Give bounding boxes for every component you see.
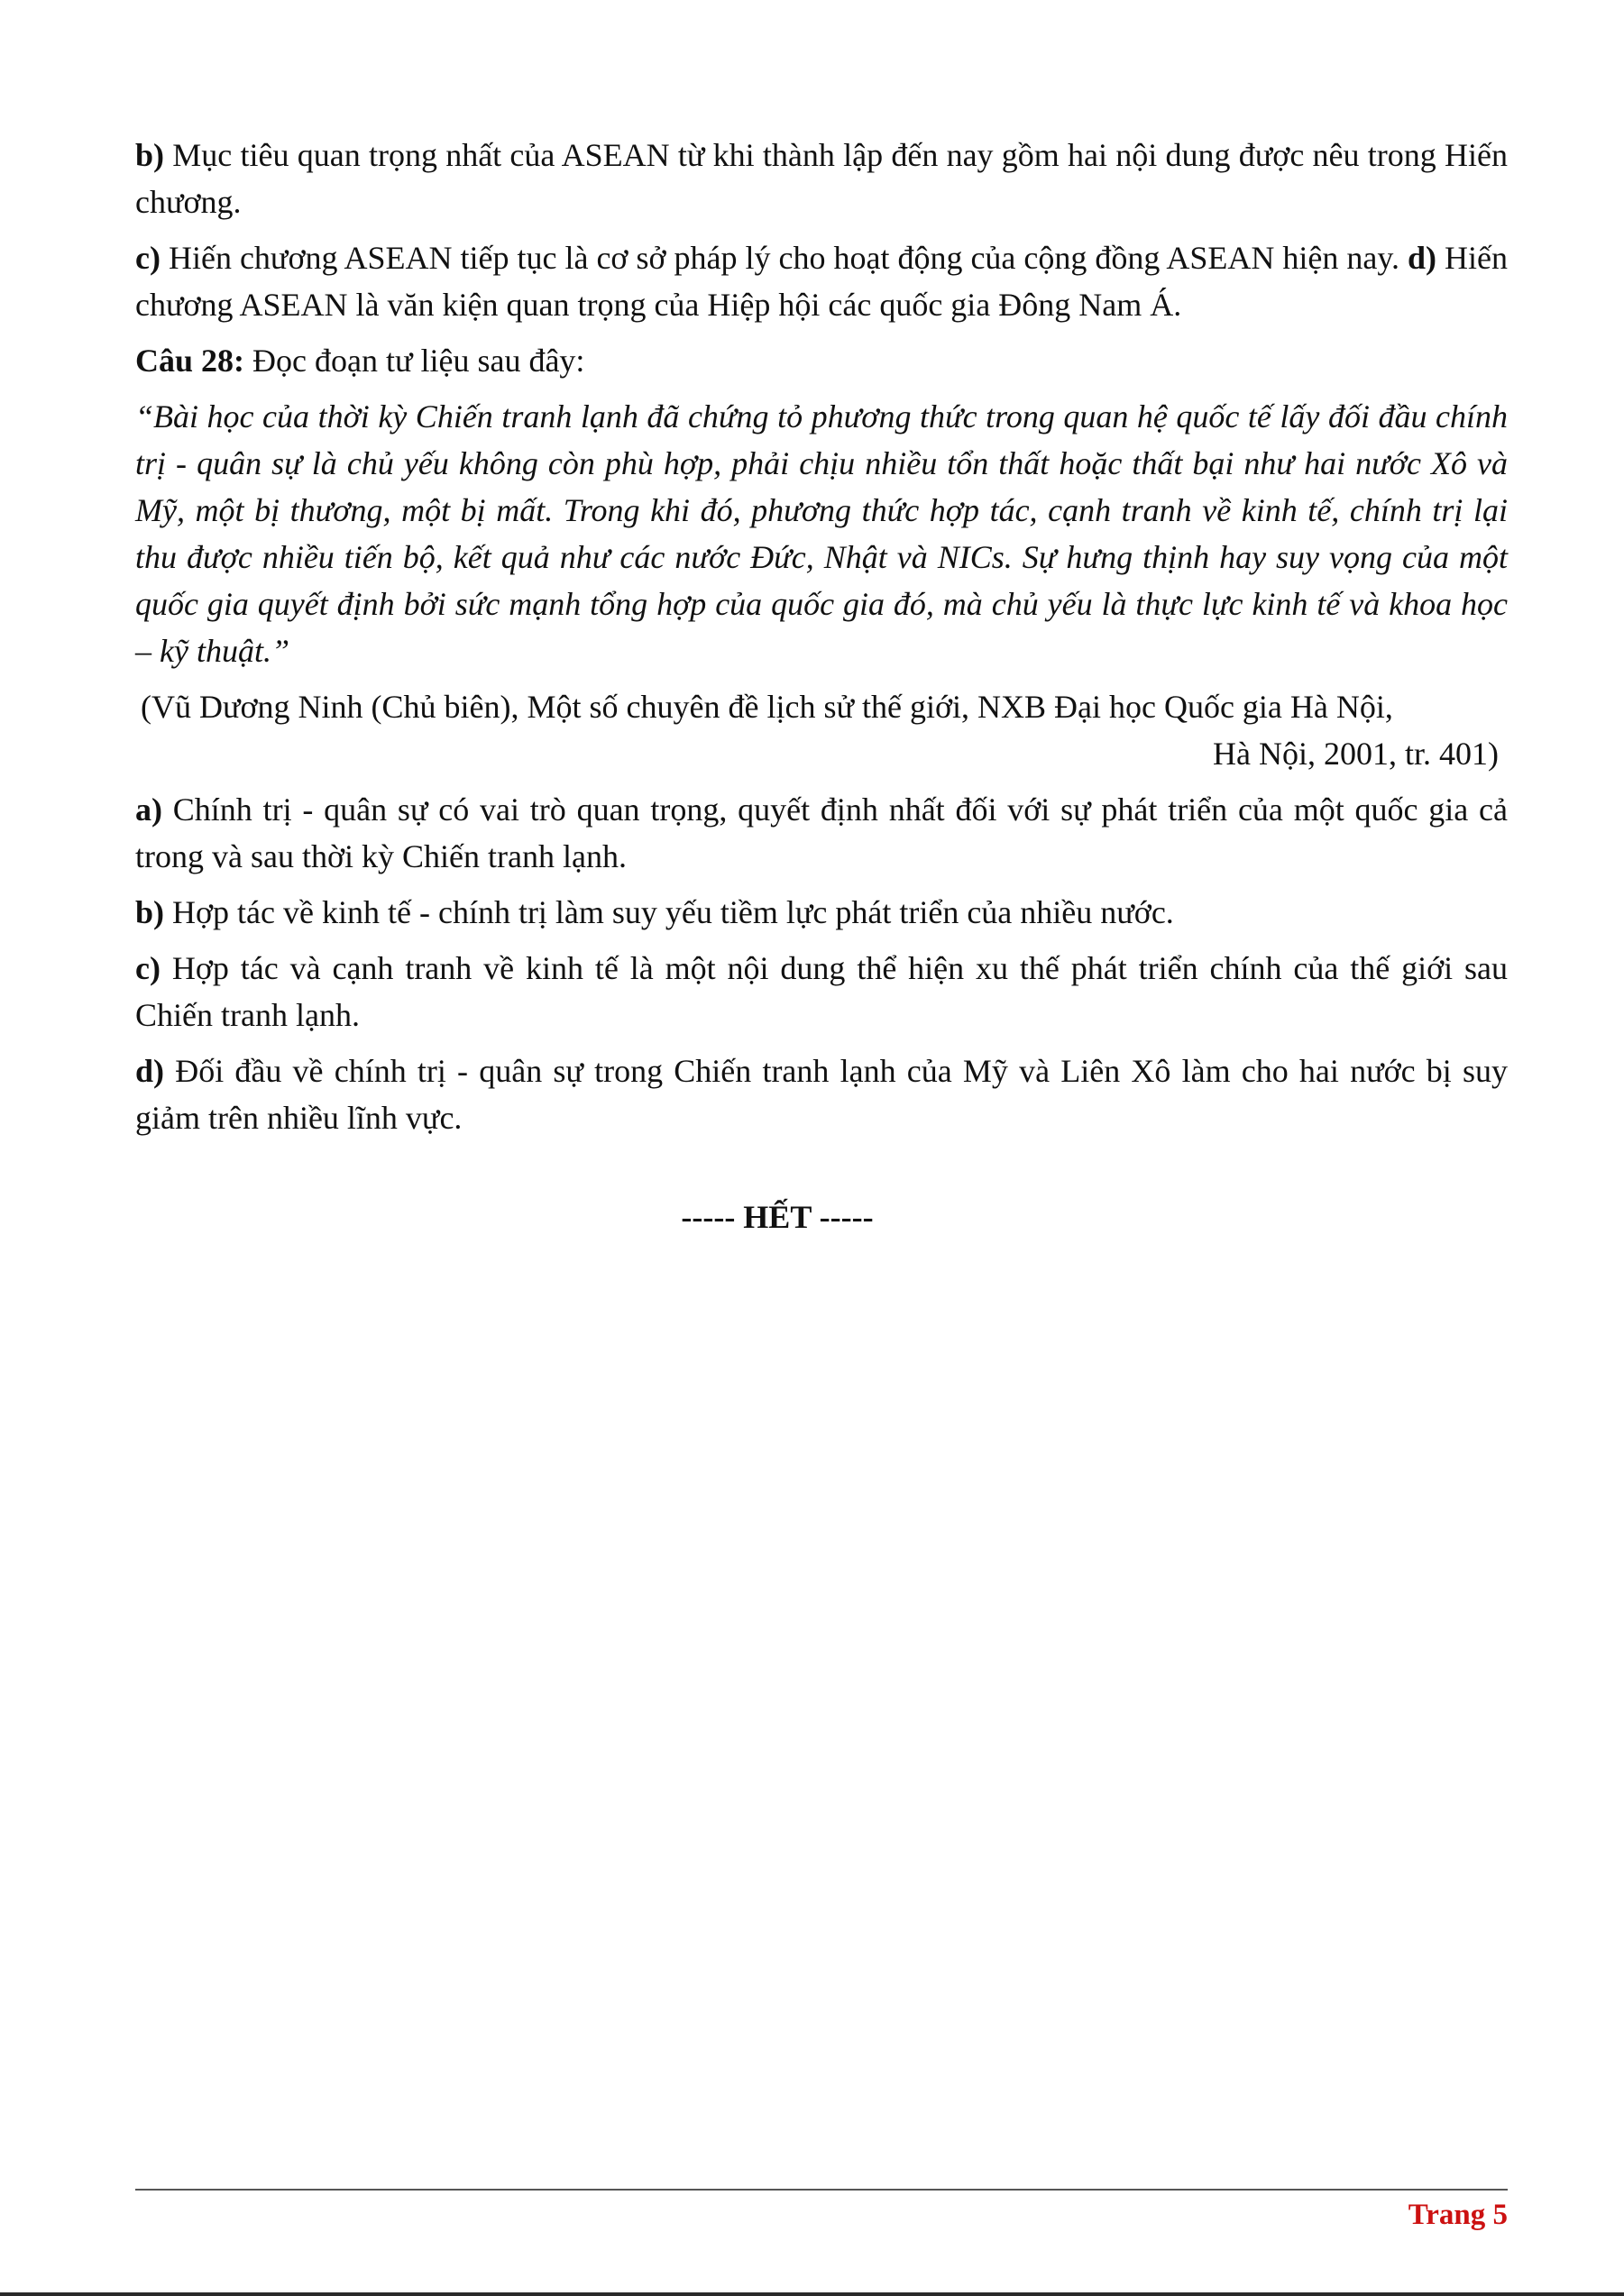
source-citation xyxy=(135,683,1508,777)
statement-label: b) xyxy=(135,894,165,930)
statement-text: Hiến chương ASEAN là văn kiện quan trọng của Hiệp hội các quốc gia Đông Nam Á. xyxy=(135,240,1509,323)
statement-label: d) xyxy=(1408,240,1437,276)
question-heading xyxy=(135,337,1508,384)
statement-text: Mục tiêu quan trọng nhất của ASEAN từ khi thành lập đến nay gồm hai nội dung được nêu trong Hiến chương. xyxy=(135,137,1508,220)
statement-text: Chính trị - quân sự có vai trò quan trọng, quyết định nhất đối với sự phát triển của một quốc gia cả trong và sau thời kỳ Chiến tranh lạnh. xyxy=(135,791,1508,874)
end-mark: ----- HẾT ----- xyxy=(681,1199,874,1235)
question-label: Câu 28: xyxy=(135,343,245,379)
page-bottom-edge xyxy=(0,2292,1624,2296)
citation-line-2: Hà Nội, 2001, tr. 401) xyxy=(1213,736,1499,772)
statement-label: c) xyxy=(135,950,161,986)
statement-label: d) xyxy=(135,1053,165,1089)
statement-label: c) xyxy=(135,240,161,276)
statement-b xyxy=(135,889,1508,936)
statement-text: Đối đầu về chính trị - quân sự trong Chiến tranh lạnh của Mỹ và Liên Xô làm cho hai nước bị suy giảm trên nhiều lĩnh vực. xyxy=(135,1053,1508,1136)
statement-d xyxy=(135,1047,1508,1141)
statement-label: a) xyxy=(135,791,162,828)
statement-text: Hiến chương ASEAN tiếp tục là cơ sở pháp lý cho hoạt động của cộng đồng ASEAN hiện nay. xyxy=(160,240,1408,276)
statement-text: Hợp tác về kinh tế - chính trị làm suy yếu tiềm lực phát triển của nhiều nước. xyxy=(164,894,1174,930)
question-prompt: Đọc đoạn tư liệu sau đây: xyxy=(244,343,585,379)
citation-line-1: (Vũ Dương Ninh (Chủ biên), Một số chuyên đề lịch sử thế giới, NXB Đại học Quốc gia Hà Nội, xyxy=(141,689,1393,725)
statement-c-d-prev xyxy=(135,234,1508,328)
statement-a xyxy=(135,786,1508,880)
page-content xyxy=(135,132,1508,1273)
statement-label: b) xyxy=(135,137,165,173)
statement-b-prev xyxy=(135,132,1508,225)
statement-text: Hợp tác và cạnh tranh về kinh tế là một nội dung thể hiện xu thế phát triển chính của thế giới sau Chiến tranh lạnh. xyxy=(135,950,1508,1033)
page-number: Trang 5 xyxy=(1408,2199,1508,2231)
statement-c xyxy=(135,945,1508,1038)
footer-divider xyxy=(135,2189,1508,2191)
source-quote: “Bài học của thời kỳ Chiến tranh lạnh đã chứng tỏ phương thức trong quan hệ quốc tế lấy đối đầu chính trị - quân sự là chủ yếu không còn phù hợp, phải chịu nhiều tổn thất hoặc thất bại như hai nước Xô và Mỹ, một bị thương, một bị mất. Trong khi đó, phương thức hợp tác, cạnh tranh về kinh tế, chính trị lại thu được nhiều tiến bộ, kết quả như các nước Đức, Nhật và NICs. Sự hưng thịnh hay suy vọng của một quốc gia quyết định bởi sức mạnh tổng hợp của quốc gia đó, mà chủ yếu là thực lực kinh tế và khoa học – kỹ thuật.” xyxy=(135,398,1508,669)
